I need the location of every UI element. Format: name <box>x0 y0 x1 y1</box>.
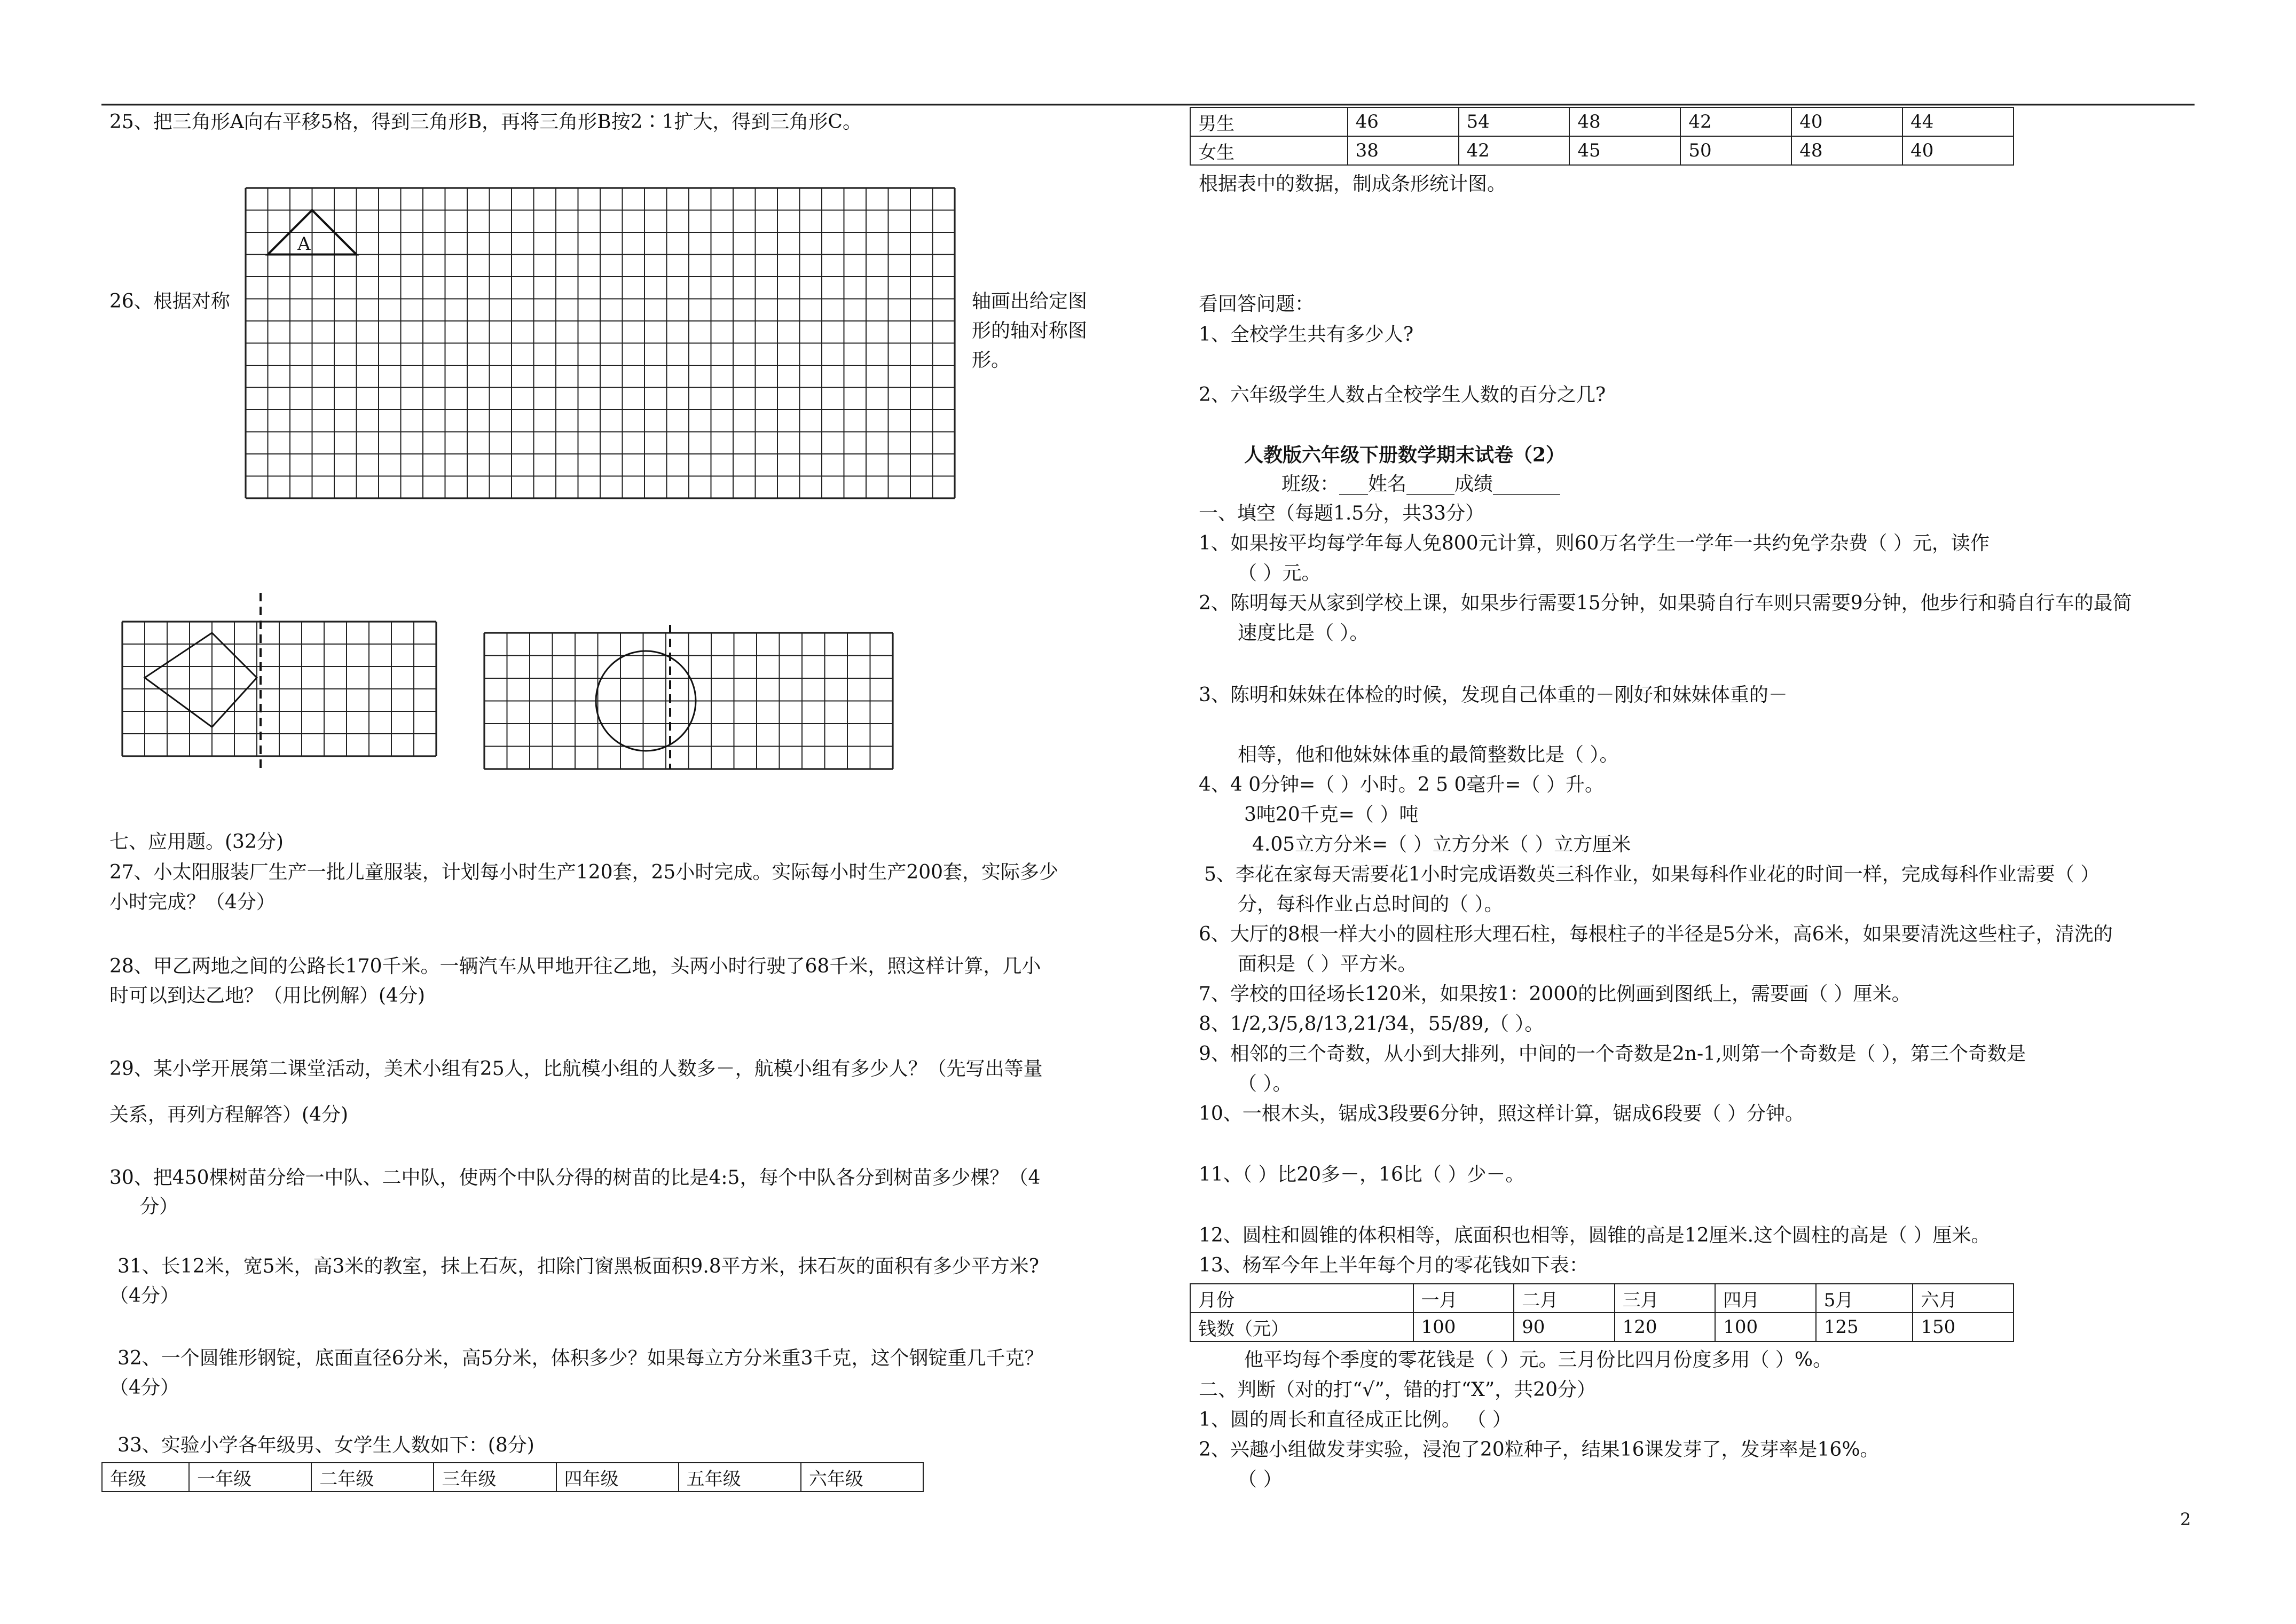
table-cell: 45 <box>1569 136 1680 165</box>
fill-4-line-1: 4、4 0分钟=（ ）小时。2 5 0毫升=（ ）升。 <box>1199 774 1604 796</box>
fill-3-line-2: 相等，他和他妹妹体重的最简整数比是（ ）。 <box>1238 744 1619 766</box>
page-number: 2 <box>2180 1509 2191 1529</box>
table-cell: 40 <box>1902 136 2014 165</box>
fill-2-line-2: 速度比是（ ）。 <box>1238 622 1369 644</box>
fill-2-line-1: 2、陈明每天从家到学校上课，如果步行需要15分钟，如果骑自行车则只需要9分钟，他步行和骑自行车的最简 <box>1199 592 2132 614</box>
table-cell: 钱数（元） <box>1190 1313 1413 1341</box>
table-cell: 六年级 <box>801 1463 923 1492</box>
translation-grid <box>246 188 956 490</box>
fill-4-line-3: 4.05立方分米=（ ）立方分米（ ）立方厘米 <box>1252 834 1631 856</box>
question-32-line-2: （4分） <box>109 1377 179 1399</box>
table-cell: 90 <box>1514 1313 1615 1341</box>
fill-12: 12、圆柱和圆锥的体积相等，底面积也相等，圆锥的高是12厘米.这个圆柱的高是（ ）厘米。 <box>1199 1225 1991 1246</box>
fill-7: 7、学校的田径场长120米，如果按1：2000的比例画到图纸上，需要画（ ）厘米。 <box>1199 983 1911 1005</box>
fill-9-line-1: 9、相邻的三个奇数，从小到大排列，中间的一个奇数是2n-1,则第一个奇数是（ ），第三个奇数是 <box>1199 1043 2026 1065</box>
fill-8: 8、1/2,3/5,8/13,21/34，55/89,（ ）。 <box>1199 1013 1544 1035</box>
pocket-money-table <box>1190 1283 2014 1342</box>
student-count-table <box>1190 107 2014 166</box>
table-cell: 二年级 <box>311 1463 434 1492</box>
table-cell: 5月 <box>1816 1284 1913 1313</box>
section-7-title: 七、应用题。(32分) <box>109 831 284 853</box>
exam-title: 人教版六年级下册数学期末试卷（2） <box>1244 444 1566 466</box>
question-26-line-3: 形。 <box>972 349 1011 371</box>
table-cell: 100 <box>1715 1313 1816 1341</box>
fill-5-line-2: 分，每科作业占总时间的（ ）。 <box>1238 893 1504 915</box>
table-cell: 42 <box>1459 136 1570 165</box>
table-cell: 40 <box>1791 107 1902 136</box>
question-26-start: 26、根据对称 <box>109 291 230 312</box>
chart-question-1: 1、全校学生共有多少人? <box>1199 324 1414 346</box>
table-cell: 48 <box>1569 107 1680 136</box>
make-chart-instruction: 根据表中的数据，制成条形统计图。 <box>1199 173 1507 195</box>
fill-5-line-1: 5、李花在家每天需要花1小时完成语数英三科作业，如果每科作业花的时间一样，完成每科作业需要（ ） <box>1204 864 2100 885</box>
judge-2-answer: （ ） <box>1238 1469 1283 1490</box>
table-row <box>1190 1313 2014 1341</box>
section-1-title: 一、填空（每题1.5分，共33分） <box>1199 503 1485 524</box>
question-27-line-1: 27、小太阳服装厂生产一批儿童服装，计划每小时生产120套，25小时完成。实际每小时生产200套，实际多少 <box>109 861 1059 883</box>
question-30-line-1: 30、把450棵树苗分给一中队、二中队，使两个中队分得的树苗的比是4:5，每个中队各分到树苗多少棵？（4 <box>109 1167 1041 1189</box>
table-cell: 五年级 <box>679 1463 801 1492</box>
question-32-line-1: 32、一个圆锥形钢锭，底面直径6分米，高5分米，体积多少？如果每立方分米重3千克，这个钢锭重几千克？ <box>117 1347 1044 1369</box>
table-cell: 男生 <box>1190 107 1348 136</box>
class-name-score-line: 班级：___姓名_____成绩_______ <box>1281 473 1561 495</box>
question-31-line-1: 31、长12米，宽5米，高3米的教室，抹上石灰，扣除门窗黑板面积9.8平方米，抹石灰的面积有多少平方米? <box>117 1256 1039 1277</box>
fill-13-question: 他平均每个季度的零花钱是（ ）元。三月份比四月份度多用（ ）%。 <box>1244 1349 1833 1371</box>
table-cell: 50 <box>1680 136 1791 165</box>
table-cell: 150 <box>1913 1313 2014 1341</box>
fill-4-line-2: 3吨20千克=（ ）吨 <box>1244 804 1419 826</box>
question-28-line-1: 28、甲乙两地之间的公路长170千米。一辆汽车从甲地开往乙地，头两小时行驶了68千米，照这样计算，几小 <box>109 955 1041 977</box>
fill-3-line-1: 3、陈明和妹妹在体检的时候，发现自己体重的－刚好和妹妹体重的－ <box>1199 684 1788 706</box>
question-27-line-2: 小时完成？（4分） <box>109 891 276 913</box>
question-26-line-2: 形的轴对称图 <box>972 320 1088 342</box>
table-cell: 六月 <box>1913 1284 2014 1313</box>
table-row <box>1190 136 2014 165</box>
table-row <box>1190 1284 2014 1313</box>
table-cell: 月份 <box>1190 1284 1413 1313</box>
table-cell: 100 <box>1413 1313 1514 1341</box>
table-cell: 38 <box>1348 136 1459 165</box>
question-28-line-2: 时可以到达乙地？（用比例解）(4分) <box>109 985 425 1007</box>
fill-6-line-2: 面积是（ ）平方米。 <box>1238 953 1417 975</box>
grade-header-table <box>101 1462 924 1492</box>
table-cell: 54 <box>1459 107 1570 136</box>
diamond-shape <box>145 633 257 727</box>
table-cell: 44 <box>1902 107 2014 136</box>
table-cell: 四年级 <box>556 1463 679 1492</box>
table-cell: 一年级 <box>189 1463 311 1492</box>
question-29-line-2: 关系，再列方程解答）(4分) <box>109 1104 348 1126</box>
triangle-a-label: A <box>297 233 311 255</box>
fill-1-line-2: （ ）元。 <box>1238 562 1321 584</box>
symmetry-grid-circle <box>483 593 900 769</box>
question-30-line-2: 分） <box>140 1196 179 1218</box>
table-cell: 120 <box>1615 1313 1716 1341</box>
fill-6-line-1: 6、大厅的8根一样大小的圆柱形大理石柱，每根柱子的半径是5分米，高6米，如果要清洗这些柱子，清洗的 <box>1199 923 2113 945</box>
table-cell: 年级 <box>102 1463 189 1492</box>
judge-2: 2、兴趣小组做发芽实验，浸泡了20粒种子，结果16课发芽了，发芽率是16%。 <box>1199 1439 1880 1461</box>
table-row <box>1190 107 2014 136</box>
question-25: 25、把三角形A向右平移5格，得到三角形B，再将三角形B按2∶1扩大，得到三角形C。 <box>109 111 862 133</box>
chart-question-2: 2、六年级学生人数占全校学生人数的百分之几? <box>1199 384 1606 406</box>
fill-10: 10、一根木头，锯成3段要6分钟，照这样计算，锯成6段要（ ）分钟。 <box>1199 1103 1804 1125</box>
judge-1: 1、圆的周长和直径成正比例。 （ ） <box>1199 1409 1512 1431</box>
question-33: 33、实验小学各年级男、女学生人数如下：(8分) <box>117 1434 534 1456</box>
table-cell: 二月 <box>1514 1284 1615 1313</box>
question-31-line-2: （4分） <box>109 1285 179 1307</box>
question-26-line-1: 轴画出给定图 <box>972 291 1088 312</box>
fill-13: 13、杨军今年上半年每个月的零花钱如下表： <box>1199 1254 1589 1276</box>
table-row <box>102 1463 923 1492</box>
table-cell: 一月 <box>1413 1284 1514 1313</box>
table-cell: 女生 <box>1190 136 1348 165</box>
table-cell: 三月 <box>1615 1284 1716 1313</box>
question-29-line-1: 29、某小学开展第二课堂活动，美术小组有25人，比航模小组的人数多－，航模小组有多少人？（先写出等量 <box>109 1058 1043 1080</box>
symmetry-grid-diamond <box>120 593 441 769</box>
section-2-title: 二、判断（对的打“√”，错的打“X”，共20分） <box>1199 1379 1596 1401</box>
table-cell: 三年级 <box>434 1463 556 1492</box>
table-cell: 125 <box>1816 1313 1913 1341</box>
fill-9-line-2: （ ）。 <box>1238 1073 1292 1095</box>
fill-11: 11、（ ）比20多－，16比（ ）少－。 <box>1199 1164 1525 1186</box>
table-cell: 四月 <box>1715 1284 1816 1313</box>
table-cell: 46 <box>1348 107 1459 136</box>
table-cell: 48 <box>1791 136 1902 165</box>
look-answer-heading: 看回答问题： <box>1199 293 1315 315</box>
fill-1-line-1: 1、如果按平均每学年每人免800元计算，则60万名学生一学年一共约免学杂费（ ）元，读作 <box>1199 532 1990 554</box>
table-cell: 42 <box>1680 107 1791 136</box>
